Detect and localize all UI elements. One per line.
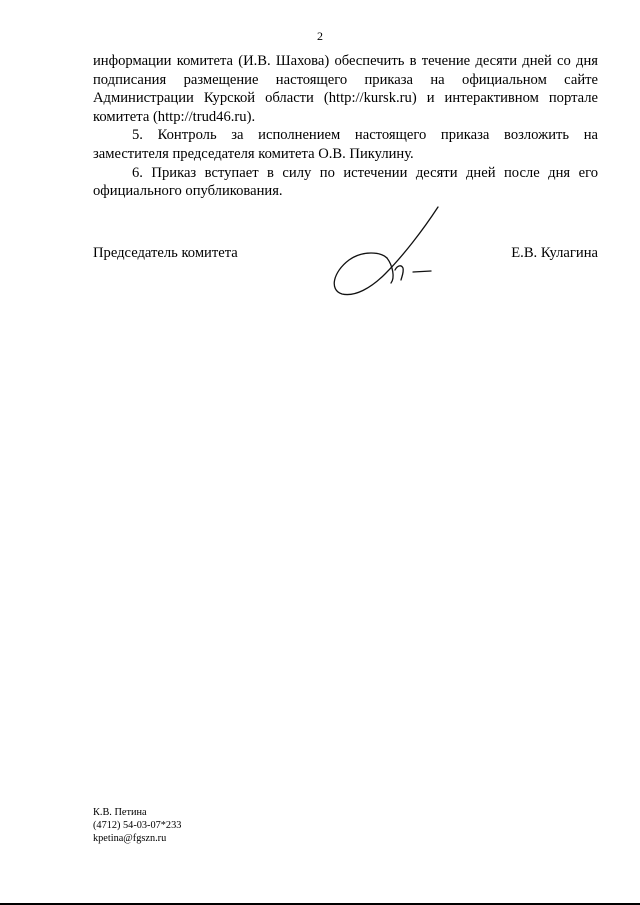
signatory-title: Председатель комитета — [93, 245, 238, 261]
executor-phone: (4712) 54-03-07*233 — [93, 820, 182, 831]
paragraph-item-6: 6. Приказ вступает в силу по истечении десяти дней после дня его официального опубликования. — [93, 164, 598, 200]
executor-email: kpetina@fgszn.ru — [93, 833, 167, 844]
document-body — [93, 52, 598, 201]
paragraph-item-5: 5. Контроль за исполнением настоящего приказа возложить на заместителя председателя комитета О.В. Пикулину. — [93, 127, 598, 162]
page-number: 2 — [317, 29, 323, 43]
paragraph-continuation: информации комитета (И.В. Шахова) обеспечить в течение десяти дней со дня подписания размещение настоящего приказа на официальном сайте Администрации Курской области (http://kursk.ru) и интерактивном портале комитета (http://trud46.ru). — [93, 53, 598, 125]
executor-name: К.В. Петина — [93, 807, 147, 818]
handwritten-signature — [325, 200, 450, 300]
signatory-name: Е.В. Кулагина — [511, 245, 598, 261]
executor-contact — [93, 806, 181, 845]
